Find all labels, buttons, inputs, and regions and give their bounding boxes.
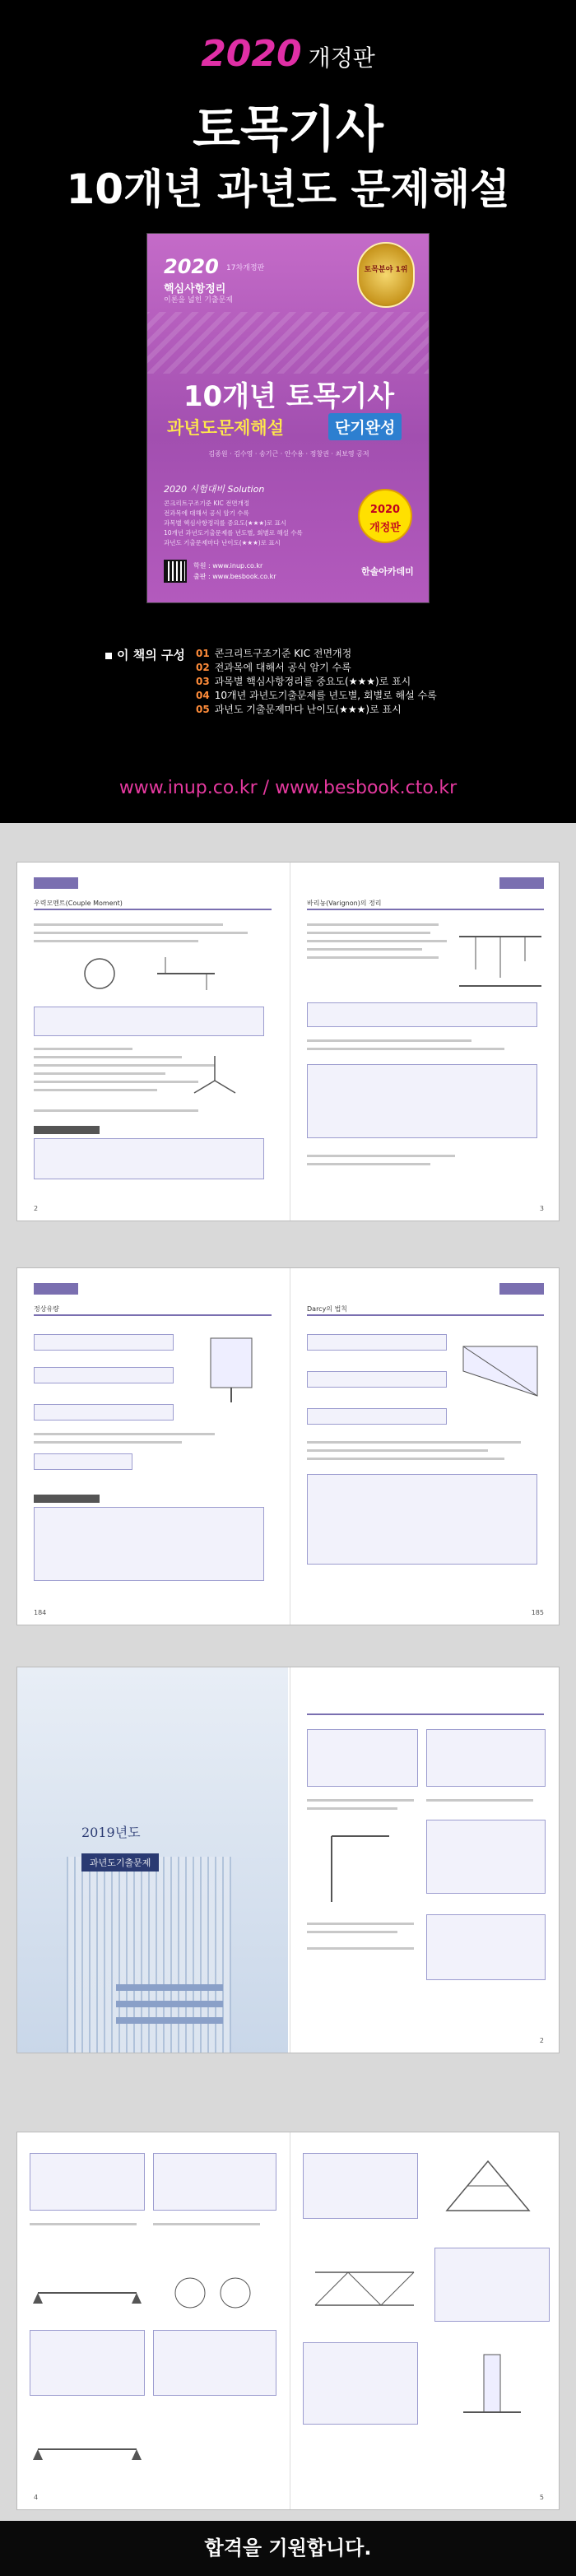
sample-page-right <box>290 1268 560 1625</box>
moment-diagram <box>67 949 231 998</box>
contents-num: 02 <box>196 662 210 673</box>
frame-diagram <box>315 1820 406 1910</box>
chapter-year: 2019년도 <box>81 1825 141 1840</box>
chapter-item <box>116 2001 223 2007</box>
beam-diagram <box>30 2429 145 2470</box>
sample-page-left <box>17 1667 288 2053</box>
section-title: 정상유량 <box>34 1304 272 1316</box>
chapter-item <box>116 1984 223 1991</box>
cover-link-publisher: 출판 : www.besbook.co.kr <box>193 573 276 580</box>
force-diagram <box>182 1048 248 1097</box>
text-line <box>307 1155 455 1157</box>
text-line <box>307 1807 397 1810</box>
cover-edition-sub: 17차개정판 <box>226 264 265 272</box>
cover-feature-item: 10개년 과년도기출문제를 년도별, 회별로 해설 수록 <box>164 529 303 537</box>
example-box <box>34 1507 264 1581</box>
chapter-cover-pattern <box>67 1857 231 2053</box>
text-line <box>34 1081 198 1083</box>
cover-feature-item: 과년도 기출문제마다 난이도(★★★)로 표시 <box>164 539 281 546</box>
sample-spread-1 <box>16 862 560 1221</box>
contents-text: 전과목에 대해서 공식 암기 수록 <box>214 662 351 673</box>
footer-message: 합격을 기원합니다. <box>0 2521 576 2576</box>
cover-year: 2020 <box>164 255 219 278</box>
page-number: 2 <box>34 1205 39 1212</box>
question-box <box>307 1729 418 1787</box>
website-urls[interactable]: www.inup.co.kr / www.besbook.cto.kr <box>118 778 458 798</box>
text-line <box>30 2223 137 2225</box>
text-line <box>307 932 430 934</box>
formula-box <box>307 1408 447 1425</box>
contents-list <box>196 646 437 716</box>
cover-feature-item: 콘크리트구조기준 KIC 전면개정 <box>164 500 250 507</box>
page-number: 4 <box>34 2494 39 2501</box>
section-title: Darcy의 법칙 <box>307 1304 544 1316</box>
sample-page-left <box>17 1268 288 1625</box>
contents-item <box>196 702 437 716</box>
example-box <box>34 1138 264 1179</box>
beam-diagram <box>30 2272 145 2313</box>
badge-text: 토목분야 1위 <box>364 266 408 274</box>
text-line <box>307 1449 488 1452</box>
page-number: 3 <box>539 1205 544 1212</box>
contents-text: 10개년 과년도기출문제를 년도별, 회별로 해설 수록 <box>214 690 437 701</box>
section-rule <box>307 1704 544 1715</box>
example-heading <box>34 1495 100 1503</box>
text-line <box>307 1163 430 1165</box>
text-line <box>34 1433 215 1435</box>
question-box <box>303 2153 418 2219</box>
formula-box <box>34 1367 174 1383</box>
page-number: 184 <box>34 1609 47 1616</box>
text-line <box>34 1441 182 1444</box>
contents-text: 콘크리트구조기준 KIC 전면개정 <box>214 648 352 659</box>
cover-solution: 2020 시험대비 Solution <box>164 484 265 495</box>
formula-box <box>34 1453 132 1470</box>
chapter-tab <box>34 877 78 889</box>
page-number: 185 <box>531 1609 544 1616</box>
text-line <box>307 1799 414 1802</box>
stamp-year: 2020 <box>369 504 401 516</box>
permeameter-diagram <box>455 1330 546 1404</box>
formula-box <box>34 1404 174 1421</box>
cover-authors: 김종원 · 김수영 · 송기근 · 안수용 · 정창권 · 최보영 공저 <box>208 450 369 458</box>
edition-year: 2020 <box>201 33 302 75</box>
sample-page-right <box>290 863 560 1221</box>
text-line <box>307 923 439 926</box>
beam-diagram <box>451 920 550 994</box>
question-box <box>153 2330 276 2396</box>
text-line <box>307 1048 504 1050</box>
cover-pattern <box>147 312 430 374</box>
contents-item <box>196 646 437 660</box>
formula-box <box>307 1371 447 1388</box>
column-diagram <box>447 2346 537 2420</box>
chapter-tab <box>499 1283 544 1295</box>
contents-num: 05 <box>196 704 210 715</box>
section-title: 우력모멘트(Couple Moment) <box>34 899 272 910</box>
text-line <box>34 1056 182 1058</box>
question-box <box>426 1820 546 1894</box>
square-bullet-icon <box>105 653 112 659</box>
text-line <box>307 1947 414 1950</box>
sample-page-right <box>290 1667 560 2053</box>
example-box <box>307 1474 537 1565</box>
chapter-item <box>116 2017 223 2024</box>
text-line <box>307 1039 471 1042</box>
sub-title: 10개년 과년도 문제해설 <box>66 165 510 213</box>
formula-box <box>307 1334 447 1351</box>
text-line <box>34 1089 157 1091</box>
header <box>0 0 576 823</box>
text-line <box>307 1931 397 1933</box>
text-line <box>307 948 422 951</box>
text-line <box>34 932 248 934</box>
tank-diagram <box>194 1330 268 1404</box>
sample-page-left <box>17 863 288 1221</box>
text-line <box>34 923 223 926</box>
cover-feature-list <box>164 499 303 548</box>
text-line <box>307 1441 521 1444</box>
question-box <box>434 2248 550 2322</box>
formula-box <box>307 1002 537 1027</box>
formula-box <box>34 1334 174 1351</box>
question-box <box>426 1729 546 1787</box>
section-diagram <box>165 2272 264 2313</box>
question-box <box>303 2342 418 2425</box>
sample-page-right <box>290 2132 560 2509</box>
formula-box <box>34 1007 264 1036</box>
chapter-label: 과년도기출문제 <box>81 1853 159 1872</box>
book-cover <box>146 233 430 603</box>
text-line <box>34 940 198 942</box>
rank-badge-icon <box>357 242 415 308</box>
contents-item <box>196 660 437 674</box>
contents-num: 01 <box>196 648 210 659</box>
qr-code-icon <box>164 560 187 583</box>
truss-diagram <box>307 2256 422 2322</box>
text-line <box>34 1072 165 1075</box>
text-line <box>426 1799 533 1802</box>
page-number: 2 <box>539 2037 544 2044</box>
text-line <box>307 956 439 959</box>
truss-diagram <box>439 2153 537 2219</box>
contents-text: 과년도 기출문제마다 난이도(★★★)로 표시 <box>214 704 402 715</box>
text-line <box>307 940 447 942</box>
cover-link-academy: 학원 : www.inup.co.kr <box>193 562 263 570</box>
sample-spread-2 <box>16 1267 560 1625</box>
cover-title: 10개년 토목기사 <box>183 380 395 413</box>
contents-text: 과목별 핵심사항정리를 중요도(★★★)로 표시 <box>214 676 411 687</box>
contents-heading-text: 이 책의 구성 <box>117 648 185 663</box>
text-line <box>307 1923 414 1925</box>
contents-item <box>196 688 437 702</box>
cover-key-points: 핵심사항정리 <box>164 283 226 295</box>
sample-spread-3 <box>16 1667 560 2053</box>
example-box <box>307 1064 537 1138</box>
question-box <box>426 1914 546 1980</box>
cover-links <box>193 560 276 582</box>
text-line <box>34 1048 132 1050</box>
contents-heading <box>105 646 185 663</box>
contents-num: 04 <box>196 690 210 701</box>
sample-page-left <box>17 2132 288 2509</box>
text-line <box>307 1458 504 1460</box>
section-title: 바리뇽(Varignon)의 정리 <box>307 899 544 910</box>
example-heading <box>34 1126 100 1134</box>
contents-num: 03 <box>196 676 210 687</box>
cover-feature-item: 전과목에 대해서 공식 암기 수록 <box>164 509 249 517</box>
text-line <box>153 2223 260 2225</box>
edition-label: 개정판 <box>308 44 375 72</box>
chapter-tab <box>34 1283 78 1295</box>
chapter-tab <box>499 877 544 889</box>
question-box <box>30 2330 145 2396</box>
publisher-logo: 한솔아카데미 <box>361 566 414 577</box>
question-box <box>30 2153 145 2211</box>
revision-stamp-icon <box>358 489 412 543</box>
cover-short-badge: 단기완성 <box>328 413 402 440</box>
main-title: 토목기사 <box>193 101 383 159</box>
text-line <box>34 1109 198 1112</box>
question-box <box>153 2153 276 2211</box>
cover-feature-item: 과목별 핵심사항정리를 중요도(★★★)로 표시 <box>164 519 287 527</box>
stamp-label: 개정판 <box>369 522 401 534</box>
contents-item <box>196 674 437 688</box>
cover-subtitle: 과년도문제해설 <box>167 418 285 438</box>
sample-spread-4 <box>16 2132 560 2510</box>
edition-line <box>0 33 576 75</box>
page-number: 5 <box>539 2494 544 2501</box>
sample-pages <box>0 823 576 2521</box>
cover-key-points-sub: 이론을 넓힌 기출문제 <box>164 296 233 305</box>
